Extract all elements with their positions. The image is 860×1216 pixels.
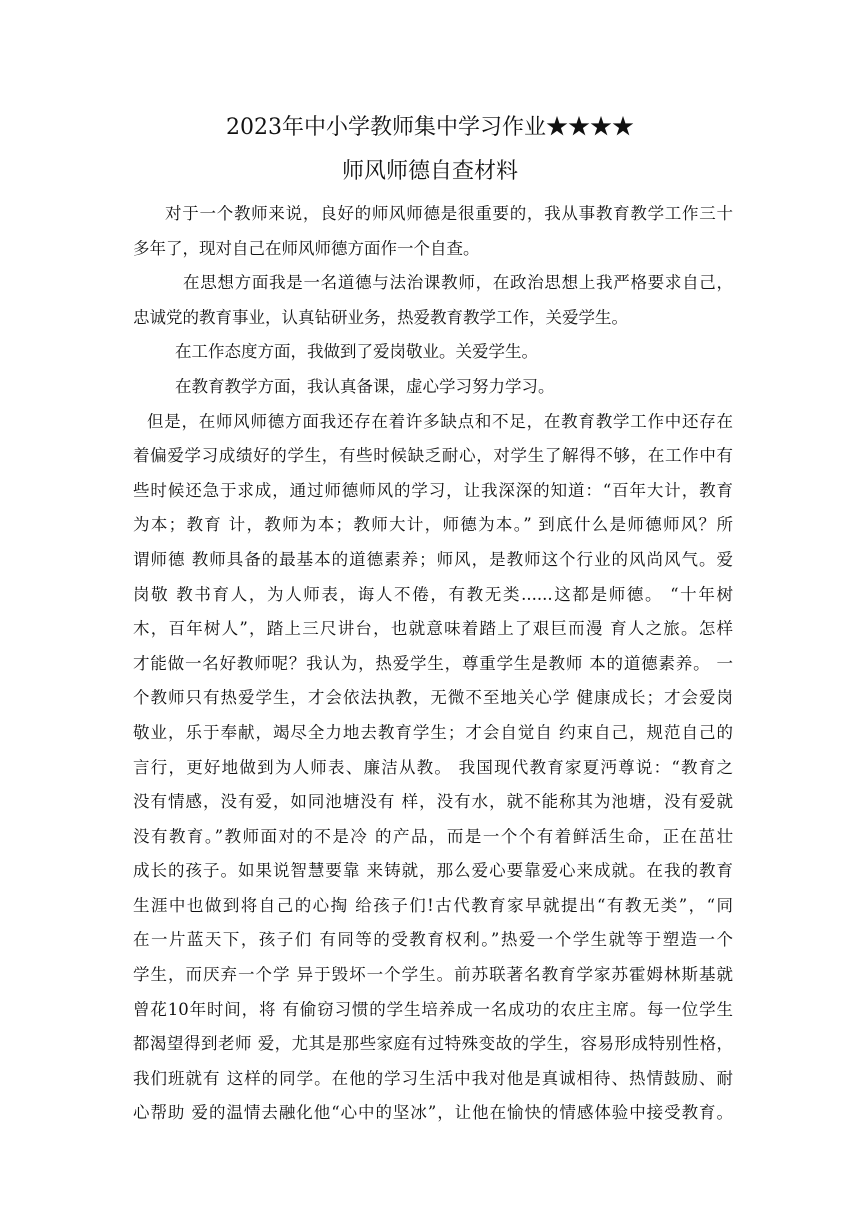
- paragraph-line: 岗敬 教书育人，为人师表，诲人不倦，有教无类......这都是师德。 “十年树: [133, 584, 733, 604]
- paragraph-line: 没有教育。”教师面对的不是冷 的产品，而是一个个有着鲜活生命，正在茁壮: [133, 826, 733, 846]
- paragraph-line: 曾花10年时间，将 有偷窃习惯的学生培养成一名成功的农庄主席。每一位学生: [133, 999, 733, 1019]
- paragraph-line: 木，百年树人”，踏上三尺讲台，也就意味着踏上了艰巨而漫 育人之旅。怎样: [133, 619, 733, 639]
- paragraph-line: 生涯中也做到将自己的心掏 给孩子们!古代教育家早就提出“有教无类”，“同: [133, 895, 733, 915]
- paragraph-line: 着偏爱学习成绩好的学生，有些时候缺乏耐心，对学生了解得不够，在工作中有: [133, 446, 733, 466]
- paragraph-line: 成长的孩子。如果说智慧要靠 来铸就，那么爱心要靠爱心来成就。在我的教育: [133, 861, 733, 881]
- document-subtitle: 师风师德自查材料: [341, 159, 518, 184]
- paragraph-line: 敬业，乐于奉献，竭尽全力地去教育学生；才会自觉自 约束自己，规范自己的: [133, 722, 733, 742]
- document-body: [133, 197, 733, 1131]
- paragraph-line: 都渴望得到老师 爱，尤其是那些家庭有过特殊变故的学生，容易形成特别性格，: [133, 1034, 733, 1054]
- paragraph-line: 才能做一名好教师呢？我认为，热爱学生，尊重学生是教师 本的道德素养。 一: [133, 653, 733, 673]
- paragraph-line: 个教师只有热爱学生，才会依法执教，无微不至地关心学 健康成长；才会爱岗: [133, 688, 733, 708]
- paragraph-line: 对于一个教师来说，良好的师风师德是很重要的，我从事教育教学工作三十: [165, 204, 733, 223]
- paragraph-line: 但是，在师风师德方面我还存在着许多缺点和不足，在教育教学工作中还存在: [147, 411, 733, 431]
- paragraph-line: 忠诚党的教育事业，认真钻研业务，热爱教育教学工作，关爱学生。: [133, 307, 628, 327]
- paragraph-line: 言行，更好地做到为人师表、廉洁从教。 我国现代教育家夏沔尊说：“教育之: [133, 757, 733, 777]
- paragraph-line: 为本；教育 计，教师为本；教师大计，师德为本。” 到底什么是师德师风？所: [133, 515, 733, 535]
- paragraph-line: 在一片蓝天下，孩子们 有同等的受教育权利。”热爱一个学生就等于塑造一个: [133, 930, 733, 950]
- paragraph-line: 心帮助 爱的温情去融化他“心中的坚冰”，让他在愉快的情感体验中接受教育。: [133, 1103, 733, 1123]
- document-title: 2023年中小学教师集中学习作业★★★★: [226, 115, 634, 140]
- paragraph-line: 多年了，现对自己在师风师德方面作一个自查。: [133, 238, 480, 258]
- paragraph-line: 学生，而厌弃一个学 异于毁坏一个学生。前苏联著名教育学家苏霍姆林斯基就: [133, 965, 733, 985]
- paragraph-line: 在教育教学方面，我认真备课，虚心学习努力学习。: [175, 376, 555, 396]
- paragraph-line: 没有情感，没有爱，如同池塘没有 样，没有水，就不能称其为池塘，没有爱就: [133, 792, 733, 812]
- paragraph-line: 谓师德 教师具备的最基本的道德素养；师风，是教师这个行业的风尚风气。爱: [133, 549, 733, 569]
- paragraph-line: 在工作态度方面，我做到了爱岗敬业。关爱学生。: [175, 342, 538, 362]
- paragraph-line: 我们班就有 这样的同学。在他的学习生活中我对他是真诚相待、热情鼓励、耐: [133, 1068, 733, 1088]
- paragraph-line: 在思想方面我是一名道德与法治课教师，在政治思想上我严格要求自己，: [183, 273, 733, 293]
- paragraph-line: 些时候还急于求成，通过师德师风的学习，让我深深的知道：“百年大计，教育: [133, 480, 733, 500]
